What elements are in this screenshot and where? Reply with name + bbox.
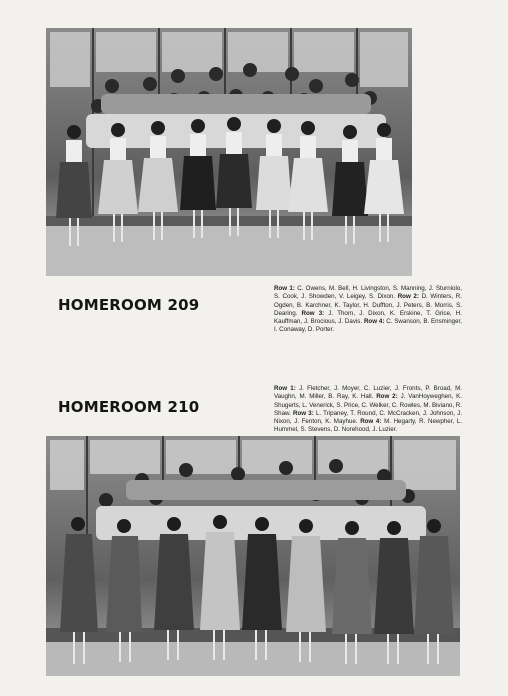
- homeroom-209-photo-image: [46, 28, 412, 276]
- row2-names: D. Winters, R. Ogden, B. Karchner, K. Taylor, H. Duffton, J. Peters, B. Morris, S. Dearing.: [274, 293, 462, 317]
- homeroom-210-photo-image: [46, 436, 460, 676]
- row2-label: Row 2:: [376, 393, 398, 401]
- homeroom-209-title: HOMEROOM 209: [58, 296, 200, 314]
- row1-label: Row 1:: [274, 285, 295, 292]
- row2-names: J. VanHoyweghen, K. Shugerts, L. Venerick, S. Price, C. Welker, C. Rowles, M. Biviano, R. Shaw.: [274, 393, 462, 417]
- homeroom-209-photo: [46, 28, 412, 276]
- row4-names: M. Hegarty, R. Newpher, L. Hummel, S. Stevens, D. Norehood, J. Luzier.: [274, 418, 462, 434]
- homeroom-210-photo: [46, 436, 460, 676]
- row3-names: J. Thorn, J. Dixon, K. Erskine, T. Grice, H. Kauffman, J. Brocious, J. Davis.: [274, 309, 462, 326]
- homeroom-210-caption: [274, 385, 462, 435]
- row3-label: Row 3:: [301, 309, 325, 317]
- row2-label: Row 2:: [397, 293, 419, 301]
- row4-names: C. Swanson, B. Ensminger, I. Conaway, D. Porter.: [274, 318, 462, 334]
- row1-names: J. Fletcher, J. Moyer, C. Luzier, J. Fronts, P. Broad, M. Vaughn, M. Miller, B. Ray, K. Hall.: [274, 385, 462, 401]
- row4-label: Row 4:: [360, 418, 382, 426]
- row3-label: Row 3:: [293, 409, 314, 417]
- homeroom-210-title: HOMEROOM 210: [58, 398, 200, 416]
- row4-label: Row 4:: [363, 318, 385, 326]
- row3-names: L. Tripaney, T. Round, C. McCracken, J. Johnson, J. Nixon, J. Fenton, K. Mayhue.: [274, 409, 462, 426]
- row1-names: C. Owens, M. Bell, H. Livingston, S. Manning, J. Sturniolo, S. Cook, J. Showden, V. Leigey, S. Dixon.: [274, 285, 462, 301]
- row1-label: Row 1:: [274, 385, 296, 392]
- homeroom-209-caption: [274, 285, 462, 335]
